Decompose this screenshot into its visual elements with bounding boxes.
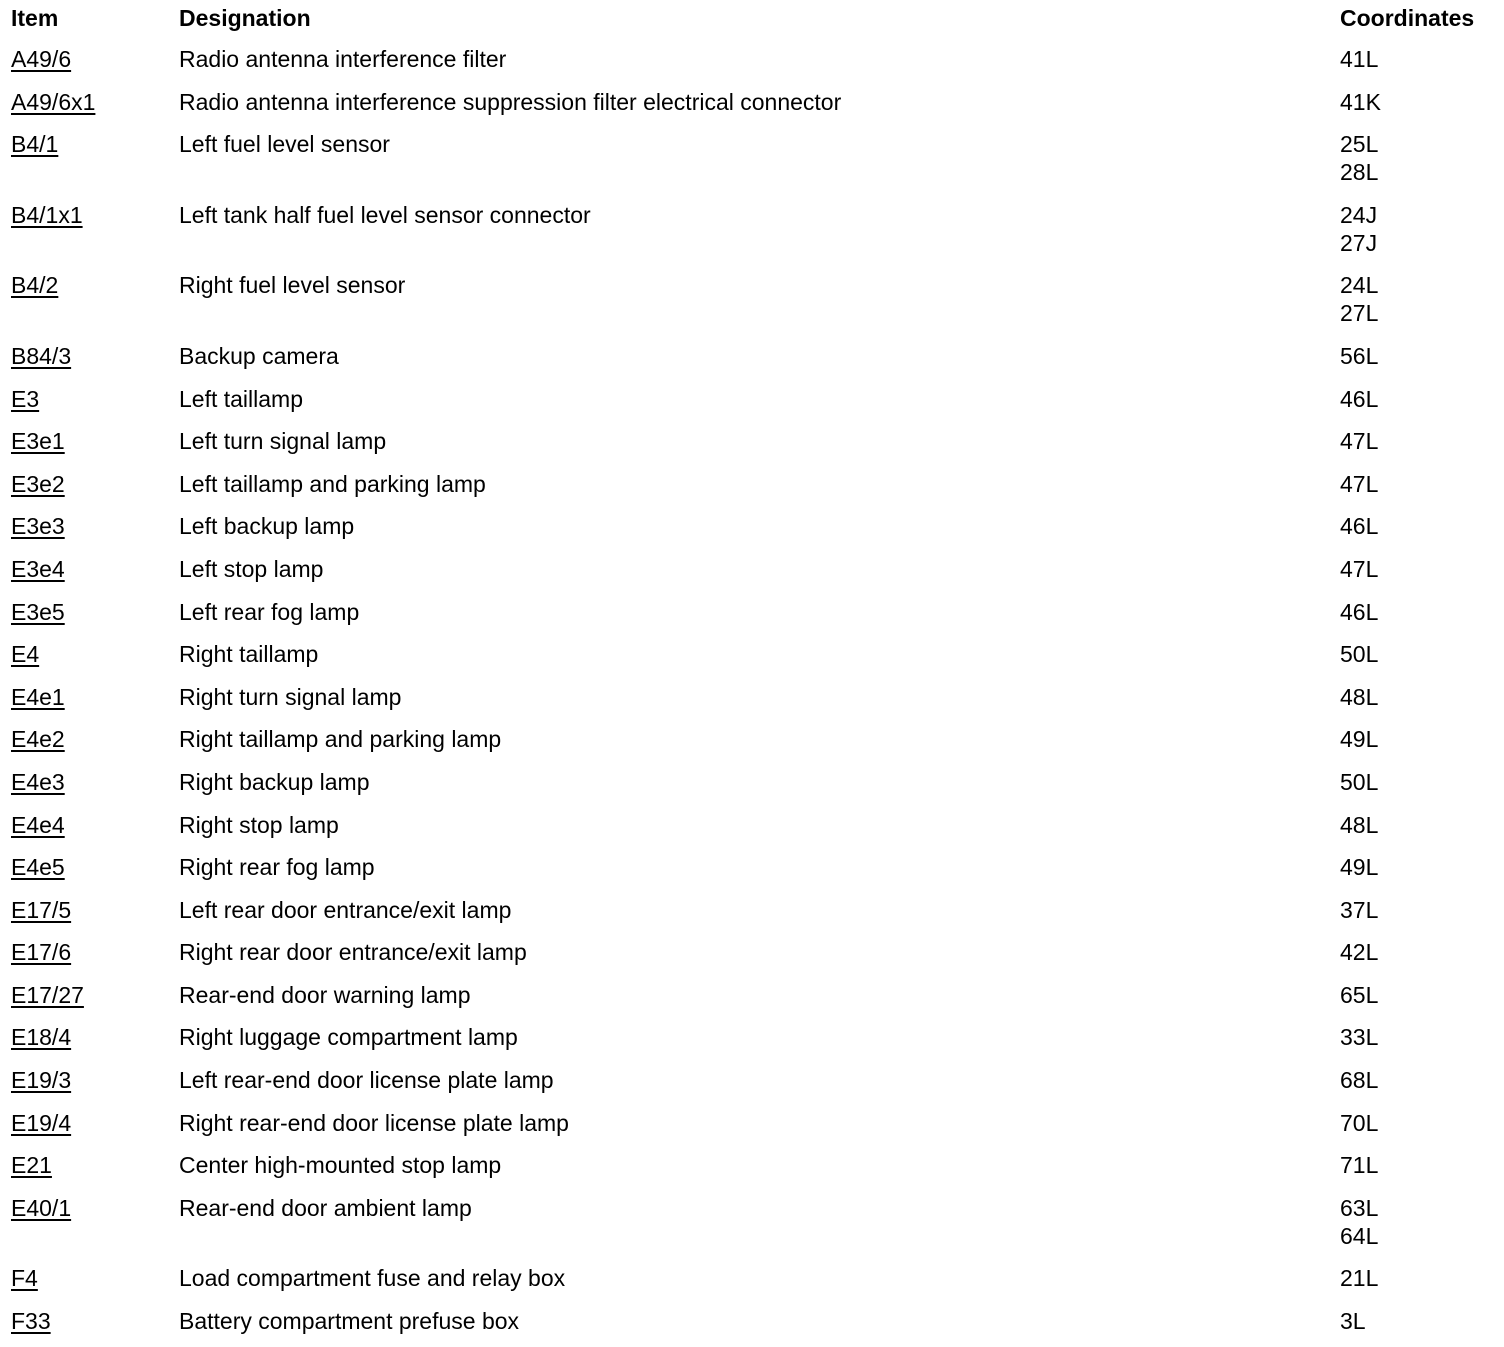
designation-cell: Center high-mounted stop lamp — [179, 1152, 502, 1179]
coordinates-cell — [1340, 811, 1378, 839]
designation-cell: Right taillamp — [179, 641, 319, 668]
item-cell — [11, 385, 39, 413]
item-link[interactable]: E3e1 — [11, 428, 65, 455]
item-link[interactable]: E3e3 — [11, 513, 65, 540]
coordinates-cell — [1340, 1194, 1378, 1250]
item-link[interactable]: E3 — [11, 385, 40, 412]
item-link[interactable]: E4 — [11, 641, 40, 668]
coordinates-cell — [1340, 271, 1378, 327]
designation-cell: Left backup lamp — [179, 513, 355, 540]
coordinate-value: 24J — [1340, 201, 1378, 228]
designation-cell: Left tank half fuel level sensor connector — [179, 201, 591, 228]
item-link[interactable]: E4e5 — [11, 854, 65, 881]
table-row — [0, 1063, 1504, 1106]
coordinates-cell — [1340, 1151, 1378, 1179]
item-cell — [11, 598, 65, 626]
item-link[interactable]: E4e1 — [11, 683, 65, 710]
coordinate-value: 64L — [1340, 1222, 1379, 1249]
item-cell — [11, 88, 95, 116]
table-row — [0, 637, 1504, 680]
designation-cell: Battery compartment prefuse box — [179, 1308, 520, 1335]
item-link[interactable]: E19/3 — [11, 1067, 72, 1094]
coordinates-cell — [1340, 342, 1378, 370]
coordinate-value: 56L — [1340, 342, 1379, 369]
item-link[interactable]: E17/5 — [11, 896, 72, 923]
table-row — [0, 978, 1504, 1021]
designation-cell: Left turn signal lamp — [179, 428, 387, 455]
coordinates-cell — [1340, 1066, 1378, 1094]
coordinate-value: 47L — [1340, 555, 1379, 582]
coordinate-value: 48L — [1340, 683, 1379, 710]
designation-cell: Right fuel level sensor — [179, 272, 406, 299]
designation-cell: Right taillamp and parking lamp — [179, 726, 502, 753]
coordinate-value: 48L — [1340, 811, 1379, 838]
item-link[interactable]: E4e3 — [11, 768, 65, 795]
coordinate-value: 47L — [1340, 428, 1379, 455]
designation-cell: Right rear fog lamp — [179, 854, 375, 881]
item-cell — [11, 470, 65, 498]
coordinate-value: 49L — [1340, 726, 1379, 753]
item-link[interactable]: E40/1 — [11, 1194, 72, 1221]
item-cell — [11, 768, 65, 796]
item-cell — [11, 1307, 51, 1335]
coordinate-value: 41L — [1340, 46, 1379, 72]
table-body — [0, 42, 1504, 1347]
designation-cell: Right rear door entrance/exit lamp — [179, 939, 527, 966]
item-link[interactable]: E19/4 — [11, 1109, 72, 1136]
item-cell — [11, 938, 71, 966]
table-row — [0, 268, 1504, 339]
item-link[interactable]: B84/3 — [11, 342, 72, 369]
table-row — [0, 42, 1504, 85]
coordinates-cell — [1340, 130, 1378, 186]
table-row — [0, 382, 1504, 425]
coordinate-value: 37L — [1340, 896, 1379, 923]
coordinates-cell — [1340, 640, 1378, 668]
table-row — [0, 552, 1504, 595]
designation-cell: Left stop lamp — [179, 555, 324, 582]
table-row — [0, 509, 1504, 552]
item-cell — [11, 1066, 71, 1094]
designation-cell: Left rear door entrance/exit lamp — [179, 896, 512, 923]
designation-cell: Left rear-end door license plate lamp — [179, 1067, 554, 1094]
item-cell — [11, 342, 71, 370]
designation-cell: Right luggage compartment lamp — [179, 1024, 518, 1051]
item-link[interactable]: B4/1x1 — [11, 201, 83, 228]
table-row — [0, 680, 1504, 723]
table-row — [0, 722, 1504, 765]
table-row — [0, 1148, 1504, 1191]
table-row — [0, 1261, 1504, 1304]
column-header-designation: Designation — [179, 5, 311, 31]
table-row — [0, 467, 1504, 510]
designation-cell: Backup camera — [179, 342, 339, 369]
designation-cell: Load compartment fuse and relay box — [179, 1265, 566, 1292]
coordinate-value: 70L — [1340, 1109, 1379, 1136]
item-cell — [11, 896, 71, 924]
coordinates-cell — [1340, 470, 1378, 498]
coordinate-value: 71L — [1340, 1152, 1379, 1179]
coordinates-cell — [1340, 1307, 1366, 1335]
item-link[interactable]: B4/2 — [11, 272, 59, 299]
item-link[interactable]: E4e2 — [11, 726, 65, 753]
item-link[interactable]: A49/6 — [11, 46, 72, 72]
coordinates-cell — [1340, 598, 1378, 626]
item-link[interactable]: B4/1 — [11, 131, 59, 158]
coordinate-value: 33L — [1340, 1024, 1379, 1051]
item-cell — [11, 130, 58, 158]
item-cell — [11, 725, 65, 753]
item-link[interactable]: E4e4 — [11, 811, 65, 838]
item-cell — [11, 427, 65, 455]
table-row — [0, 1106, 1504, 1149]
table-row — [0, 339, 1504, 382]
coordinates-cell — [1340, 768, 1378, 796]
coordinates-cell — [1340, 1023, 1378, 1051]
coordinates-cell — [1340, 385, 1378, 413]
coordinate-value: 50L — [1340, 641, 1379, 668]
table-row — [0, 893, 1504, 936]
coordinate-value: 50L — [1340, 768, 1379, 795]
table-row — [0, 1020, 1504, 1063]
item-cell — [11, 683, 65, 711]
table-row — [0, 595, 1504, 638]
item-link[interactable]: E18/4 — [11, 1024, 72, 1051]
coordinate-value: 27J — [1340, 229, 1378, 256]
designation-cell: Left fuel level sensor — [179, 131, 390, 158]
coordinates-cell — [1340, 45, 1378, 73]
coordinates-cell — [1340, 88, 1381, 116]
designation-cell: Left rear fog lamp — [179, 598, 360, 625]
item-cell — [11, 853, 65, 881]
coordinate-value: 46L — [1340, 598, 1379, 625]
designation-cell: Right rear-end door license plate lamp — [179, 1109, 569, 1136]
coordinates-cell — [1340, 981, 1378, 1009]
coordinates-cell — [1340, 512, 1378, 540]
table-header — [0, 0, 1504, 42]
coordinate-value: 42L — [1340, 939, 1379, 966]
coordinate-value: 24L — [1340, 272, 1379, 299]
column-header-coordinates: Coordinates — [1340, 5, 1475, 31]
table-row — [0, 85, 1504, 128]
item-cell — [11, 1151, 52, 1179]
designation-cell: Right turn signal lamp — [179, 683, 402, 710]
coordinate-value: 41K — [1340, 88, 1381, 115]
designation-cell: Right backup lamp — [179, 768, 370, 795]
item-link[interactable]: E3e4 — [11, 555, 65, 582]
coordinate-value: 46L — [1340, 385, 1379, 412]
item-cell — [11, 981, 84, 1009]
table-row — [0, 935, 1504, 978]
coordinate-value: 65L — [1340, 981, 1379, 1008]
coordinates-cell — [1340, 427, 1378, 455]
item-link[interactable]: A49/6x1 — [11, 88, 96, 115]
item-cell — [11, 45, 71, 73]
item-link[interactable]: E17/6 — [11, 939, 72, 966]
coordinates-cell — [1340, 1109, 1378, 1137]
table-row — [0, 1304, 1504, 1347]
designation-cell: Rear-end door ambient lamp — [179, 1194, 472, 1221]
item-link[interactable]: F33 — [11, 1308, 51, 1335]
table-row — [0, 127, 1504, 198]
item-cell — [11, 201, 83, 229]
coordinates-cell — [1340, 853, 1378, 881]
item-cell — [11, 512, 65, 540]
coordinates-cell — [1340, 201, 1377, 257]
coordinate-value: 28L — [1340, 159, 1379, 186]
table-row — [0, 1191, 1504, 1262]
item-cell — [11, 555, 65, 583]
item-link[interactable]: E3e5 — [11, 598, 65, 625]
item-cell — [11, 271, 58, 299]
table-row — [0, 424, 1504, 467]
coordinate-value: 25L — [1340, 131, 1379, 158]
item-link[interactable]: F4 — [11, 1265, 38, 1292]
item-link[interactable]: E3e2 — [11, 470, 65, 497]
item-cell — [11, 640, 39, 668]
coordinate-value: 46L — [1340, 513, 1379, 540]
coordinates-cell — [1340, 896, 1378, 924]
coordinate-value: 3L — [1340, 1308, 1366, 1335]
coordinates-cell — [1340, 555, 1378, 583]
item-link[interactable]: E21 — [11, 1152, 52, 1179]
coordinate-value: 27L — [1340, 300, 1379, 327]
item-cell — [11, 811, 65, 839]
column-header-item: Item — [11, 5, 59, 31]
table-row — [0, 808, 1504, 851]
table-row — [0, 765, 1504, 808]
designation-cell: Right stop lamp — [179, 811, 339, 838]
coordinates-cell — [1340, 725, 1378, 753]
coordinate-value: 63L — [1340, 1194, 1379, 1221]
coordinates-cell — [1340, 1264, 1378, 1292]
item-cell — [11, 1109, 71, 1137]
item-cell — [11, 1264, 38, 1292]
designation-cell: Left taillamp and parking lamp — [179, 470, 486, 497]
item-link[interactable]: E17/27 — [11, 981, 84, 1008]
coordinate-value: 47L — [1340, 470, 1379, 497]
table-row — [0, 850, 1504, 893]
coordinates-cell — [1340, 938, 1378, 966]
coordinate-value: 68L — [1340, 1067, 1379, 1094]
item-cell — [11, 1194, 71, 1222]
coordinates-cell — [1340, 683, 1378, 711]
item-cell — [11, 1023, 71, 1051]
designation-cell: Radio antenna interference filter — [179, 46, 507, 72]
table-row — [0, 198, 1504, 269]
designation-cell: Rear-end door warning lamp — [179, 981, 471, 1008]
designation-cell: Left taillamp — [179, 385, 304, 412]
designation-cell: Radio antenna interference suppression filter electrical connector — [179, 88, 842, 115]
coordinate-value: 49L — [1340, 854, 1379, 881]
coordinate-value: 21L — [1340, 1265, 1379, 1292]
